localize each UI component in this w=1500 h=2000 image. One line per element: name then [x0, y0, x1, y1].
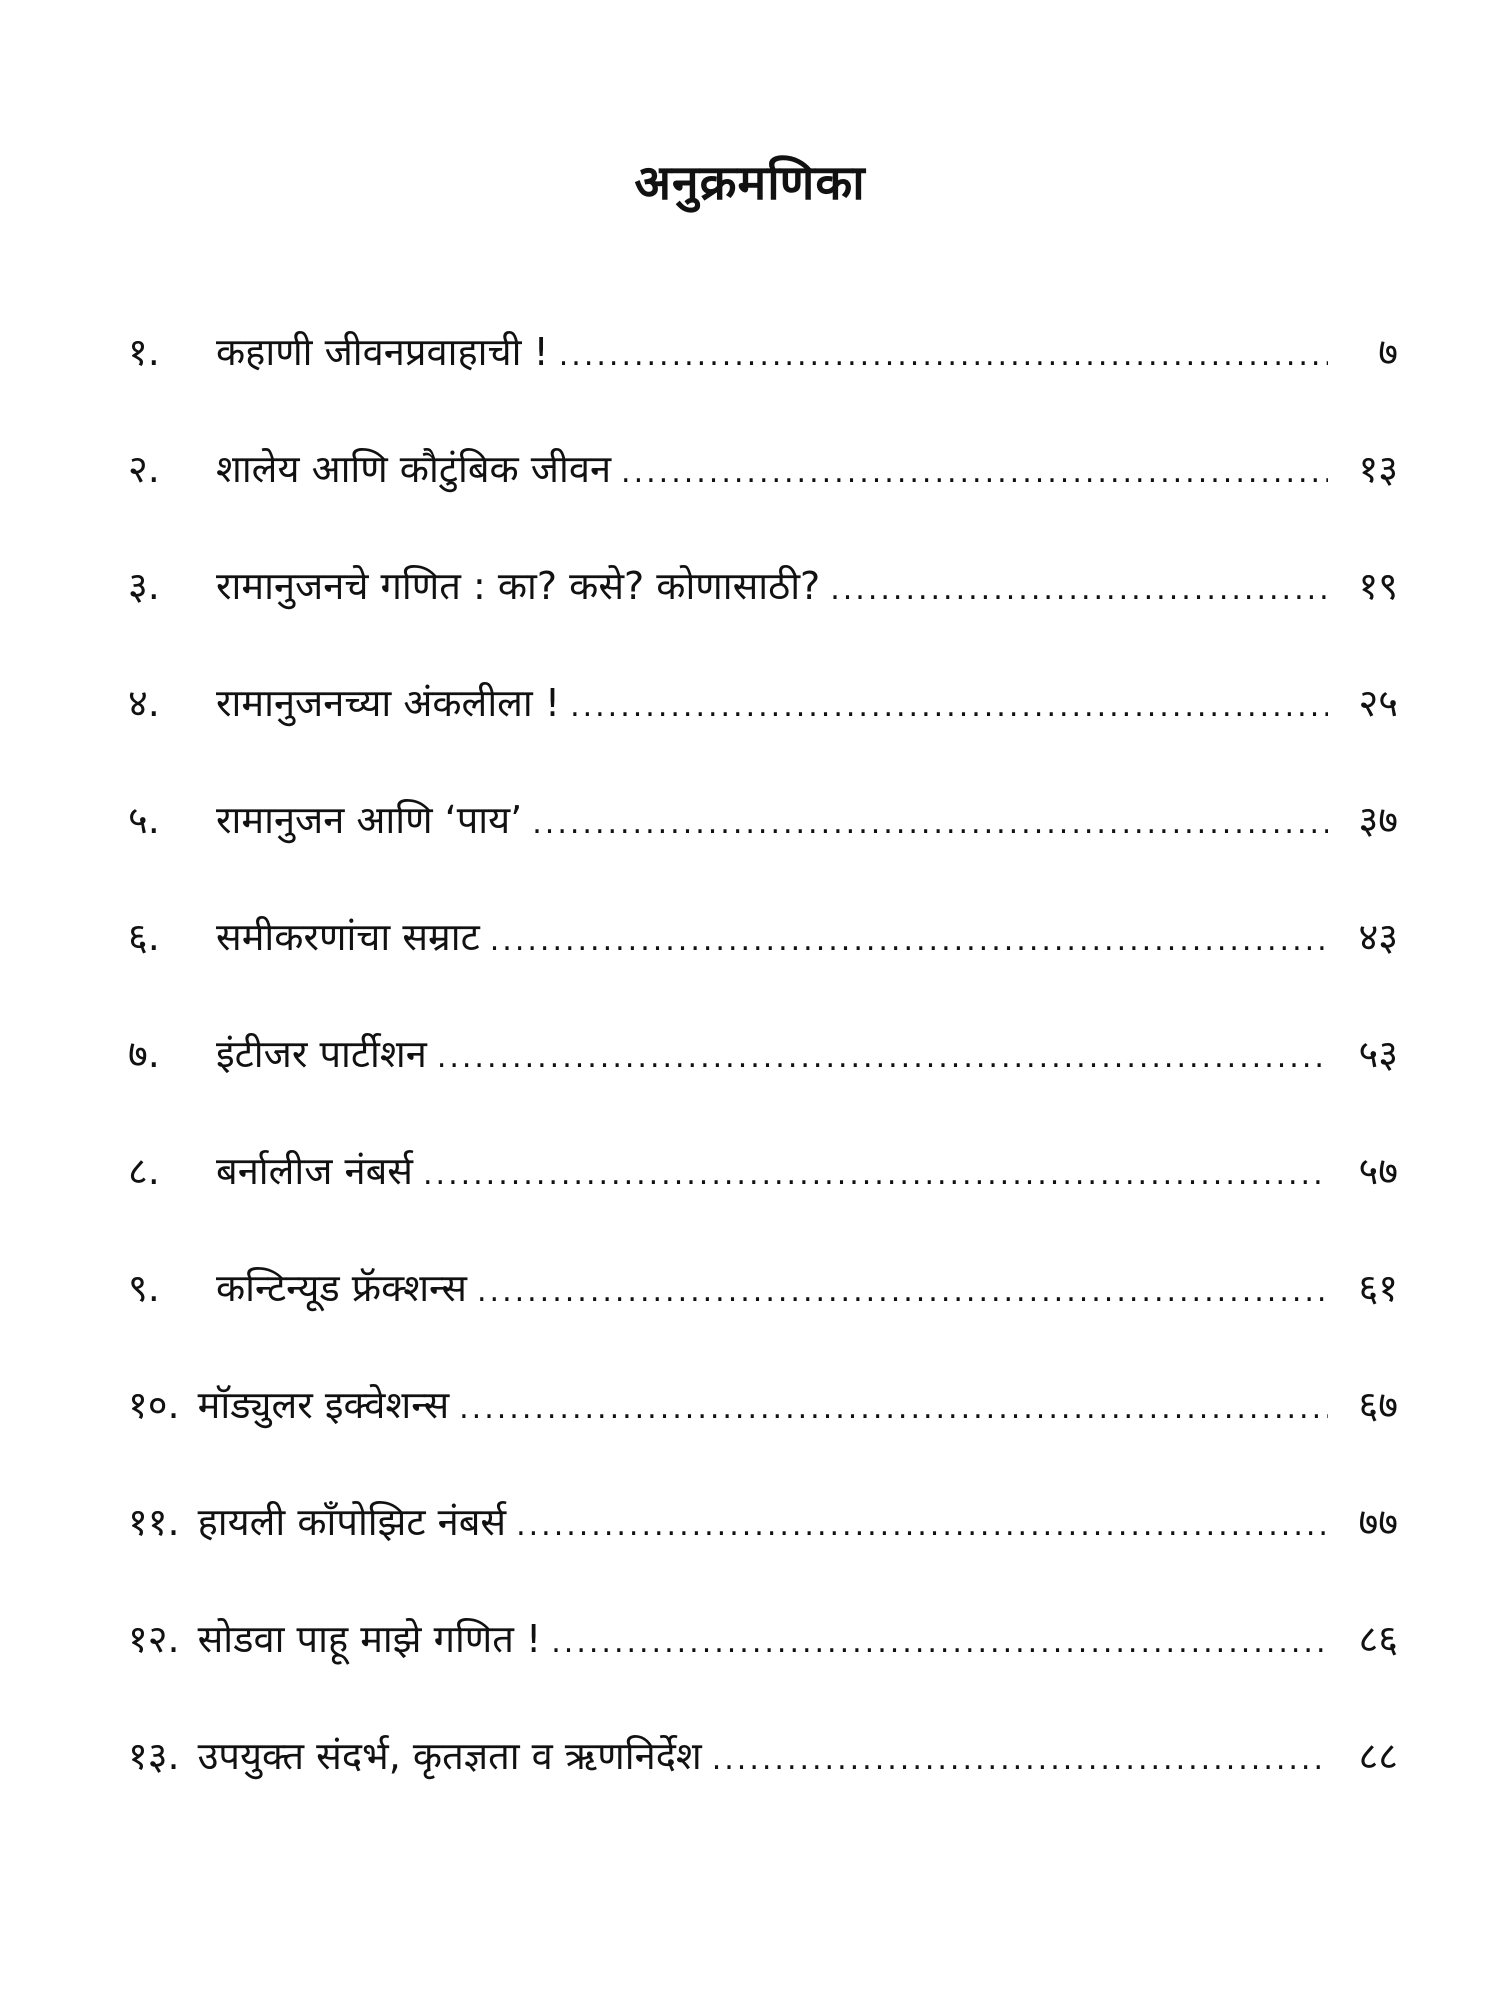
toc-entry-title: रामानुजनच्या अंकलीला ! — [216, 681, 561, 725]
toc-dot-leader — [551, 1613, 1328, 1673]
toc-dot-leader — [516, 1496, 1328, 1556]
toc-dot-leader — [570, 677, 1328, 737]
toc-entry-page: ८६ — [1358, 1617, 1398, 1661]
toc-entry — [128, 673, 1398, 790]
toc-dot-leader — [423, 1145, 1328, 1205]
toc-entry — [128, 1024, 1398, 1141]
toc-entry-title: हायली कॉंपोझिट नंबर्स — [197, 1500, 507, 1544]
toc-entry-page: २५ — [1358, 681, 1398, 725]
toc-entry-number: ४. — [128, 681, 160, 725]
toc-entry-title: इंटीजर पार्टीशन — [216, 1032, 427, 1076]
toc-entry — [128, 556, 1398, 673]
toc-entry — [128, 1609, 1398, 1726]
toc-entry-title: रामानुजन आणि ‘पाय’ — [216, 798, 523, 842]
toc-entry-number: ९. — [128, 1266, 160, 1310]
toc-entry — [128, 1726, 1398, 1843]
toc-dot-leader — [477, 1262, 1328, 1322]
toc-entry-title: उपयुक्त संदर्भ, कृतज्ञता व ऋणनिर्देश — [197, 1734, 702, 1778]
toc-entry-title: सोडवा पाहू माझे गणित ! — [197, 1617, 542, 1661]
toc-entry-number: १०. — [128, 1383, 180, 1427]
toc-entry — [128, 1258, 1398, 1375]
page-title: अनुक्रमणिका — [634, 155, 866, 211]
toc-entry — [128, 1375, 1398, 1492]
toc-entry — [128, 322, 1398, 439]
toc-entry-title: मॉड्युलर इक्वेशन्स — [197, 1383, 450, 1427]
toc-entry-number: ५. — [128, 798, 160, 842]
toc-dot-leader — [559, 326, 1328, 386]
toc-list — [128, 322, 1398, 1843]
toc-entry-page: ४३ — [1358, 915, 1398, 959]
toc-dot-leader — [532, 794, 1328, 854]
toc-entry-page: ७७ — [1358, 1500, 1398, 1544]
toc-dot-leader — [459, 1379, 1328, 1439]
toc-entry-page: १३ — [1358, 447, 1398, 491]
toc-entry-title: रामानुजनचे गणित : का? कसे? कोणासाठी? — [216, 564, 821, 608]
toc-entry — [128, 1141, 1398, 1258]
toc-entry-number: ६. — [128, 915, 160, 959]
toc-dot-leader — [621, 443, 1328, 503]
toc-entry-number: ११. — [128, 1500, 180, 1544]
toc-entry-number: ७. — [128, 1032, 160, 1076]
toc-entry-page: ५३ — [1358, 1032, 1398, 1076]
toc-entry — [128, 439, 1398, 556]
toc-dot-leader — [830, 560, 1328, 620]
toc-dot-leader — [437, 1028, 1328, 1088]
toc-entry-title: कहाणी जीवनप्रवाहाची ! — [216, 330, 549, 374]
toc-entry-page: ६७ — [1358, 1383, 1398, 1427]
toc-entry-number: १. — [128, 330, 160, 374]
toc-entry-page: ५७ — [1358, 1149, 1398, 1193]
toc-entry-page: ३७ — [1358, 798, 1398, 842]
toc-entry-number: ८. — [128, 1149, 160, 1193]
toc-dot-leader — [712, 1730, 1328, 1790]
toc-entry — [128, 790, 1398, 907]
toc-entry-page: ७ — [1378, 330, 1398, 374]
toc-entry-number: १२. — [128, 1617, 180, 1661]
toc-entry-page: ८८ — [1358, 1734, 1398, 1778]
toc-entry-number: १३. — [128, 1734, 180, 1778]
toc-entry-title: शालेय आणि कौटुंबिक जीवन — [216, 447, 612, 491]
toc-entry-title: समीकरणांचा सम्राट — [216, 915, 480, 959]
toc-entry-page: १९ — [1358, 564, 1398, 608]
toc-entry-page: ६१ — [1358, 1266, 1398, 1310]
toc-entry — [128, 907, 1398, 1024]
toc-entry-number: ३. — [128, 564, 160, 608]
toc-entry-title: बर्नालीज नंबर्स — [216, 1149, 413, 1193]
toc-dot-leader — [490, 911, 1328, 971]
toc-entry-title: कन्टिन्यूड फ्रॅक्शन्स — [216, 1266, 467, 1310]
toc-entry-number: २. — [128, 447, 160, 491]
toc-entry — [128, 1492, 1398, 1609]
